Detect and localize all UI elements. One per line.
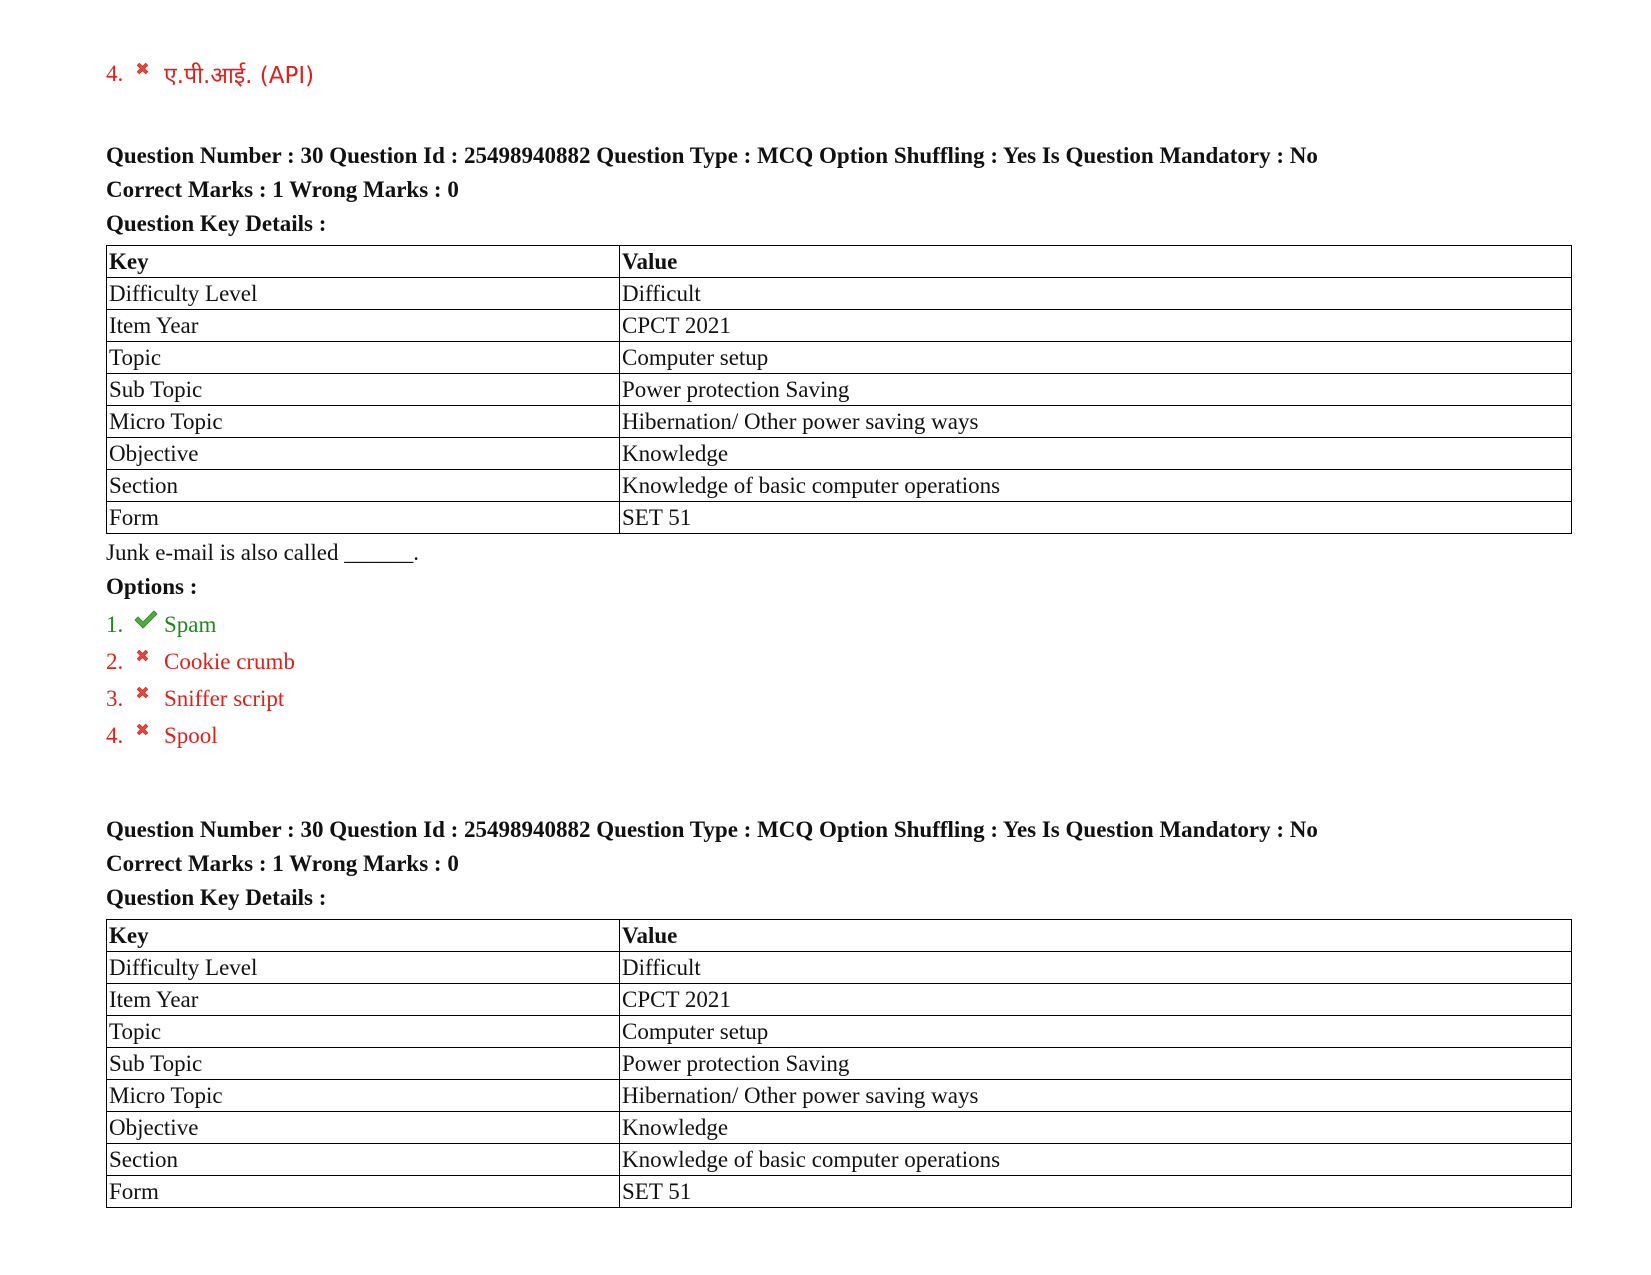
row-value: Knowledge of basic computer operations — [620, 470, 1572, 502]
table-row — [107, 952, 1572, 984]
table-row — [107, 1048, 1572, 1080]
question-block-2 — [106, 813, 1576, 1208]
table-row — [107, 438, 1572, 470]
row-value: Power protection Saving — [620, 1048, 1572, 1080]
table-header-value: Value — [620, 920, 1572, 952]
question-text: Junk e-mail is also called ______. — [106, 540, 419, 565]
question-block-1 — [106, 139, 1576, 754]
row-value: CPCT 2021 — [620, 310, 1572, 342]
row-value: Knowledge of basic computer operations — [620, 1144, 1572, 1176]
table-row — [107, 1112, 1572, 1144]
option-2 — [106, 643, 1576, 680]
marks-line: Correct Marks : 1 Wrong Marks : 0 — [106, 851, 459, 876]
row-value: Hibernation/ Other power saving ways — [620, 406, 1572, 438]
row-key: Section — [107, 470, 620, 502]
cross-icon — [134, 684, 164, 701]
row-key: Objective — [107, 438, 620, 470]
row-value: Hibernation/ Other power saving ways — [620, 1080, 1572, 1112]
row-value: Knowledge — [620, 438, 1572, 470]
option-text: Spam — [164, 611, 217, 637]
option-number: 2. — [106, 648, 124, 674]
key-details-label: Question Key Details : — [106, 885, 327, 910]
row-value: SET 51 — [620, 1176, 1572, 1208]
row-key: Item Year — [107, 310, 620, 342]
option-text: ए.पी.आई. (API) — [164, 63, 315, 89]
key-details-table — [106, 245, 1572, 534]
row-key: Sub Topic — [107, 374, 620, 406]
question-meta: Question Number : 30 Question Id : 25498940882 Question Type : MCQ Option Shuffling : Yes Is Question Mandatory : No — [106, 817, 1318, 842]
row-key: Topic — [107, 1016, 620, 1048]
option-number: 3. — [106, 685, 124, 711]
row-key: Difficulty Level — [107, 952, 620, 984]
table-row — [107, 1176, 1572, 1208]
option-text: Sniffer script — [164, 685, 285, 711]
option-text: Spool — [164, 722, 218, 748]
cross-icon — [134, 60, 164, 77]
row-key: Item Year — [107, 984, 620, 1016]
table-header-row — [107, 246, 1572, 278]
table-row — [107, 1080, 1572, 1112]
row-value: Computer setup — [620, 342, 1572, 374]
previous-question-option — [106, 56, 314, 92]
table-header-row — [107, 920, 1572, 952]
check-icon — [134, 609, 164, 629]
marks-line: Correct Marks : 1 Wrong Marks : 0 — [106, 177, 459, 202]
row-key: Objective — [107, 1112, 620, 1144]
key-details-label: Question Key Details : — [106, 211, 327, 236]
table-row — [107, 502, 1572, 534]
table-header-value: Value — [620, 246, 1572, 278]
cross-icon — [134, 721, 164, 738]
table-row — [107, 1016, 1572, 1048]
row-value: Difficult — [620, 952, 1572, 984]
row-key: Form — [107, 1176, 620, 1208]
table-header-key: Key — [107, 246, 620, 278]
row-key: Form — [107, 502, 620, 534]
row-key: Topic — [107, 342, 620, 374]
option-3 — [106, 680, 1576, 717]
table-row — [107, 470, 1572, 502]
row-value: SET 51 — [620, 502, 1572, 534]
option-text: Cookie crumb — [164, 648, 295, 674]
table-row — [107, 1144, 1572, 1176]
row-key: Section — [107, 1144, 620, 1176]
table-row — [107, 278, 1572, 310]
row-key: Micro Topic — [107, 1080, 620, 1112]
row-value: CPCT 2021 — [620, 984, 1572, 1016]
row-value: Computer setup — [620, 1016, 1572, 1048]
row-value: Power protection Saving — [620, 374, 1572, 406]
row-value: Knowledge — [620, 1112, 1572, 1144]
option-number: 4. — [106, 722, 124, 748]
cross-icon — [134, 647, 164, 664]
table-row — [107, 342, 1572, 374]
option-1 — [106, 606, 1576, 643]
row-key: Difficulty Level — [107, 278, 620, 310]
table-row — [107, 406, 1572, 438]
question-meta: Question Number : 30 Question Id : 25498940882 Question Type : MCQ Option Shuffling : Yes Is Question Mandatory : No — [106, 143, 1318, 168]
row-key: Sub Topic — [107, 1048, 620, 1080]
options-list — [106, 606, 1576, 754]
row-value: Difficult — [620, 278, 1572, 310]
table-row — [107, 984, 1572, 1016]
key-details-table — [106, 919, 1572, 1208]
table-row — [107, 310, 1572, 342]
option-number: 1. — [106, 611, 124, 637]
option-number: 4. — [106, 61, 124, 86]
table-header-key: Key — [107, 920, 620, 952]
row-key: Micro Topic — [107, 406, 620, 438]
options-label: Options : — [106, 574, 198, 599]
table-row — [107, 374, 1572, 406]
option-4 — [106, 717, 1576, 754]
